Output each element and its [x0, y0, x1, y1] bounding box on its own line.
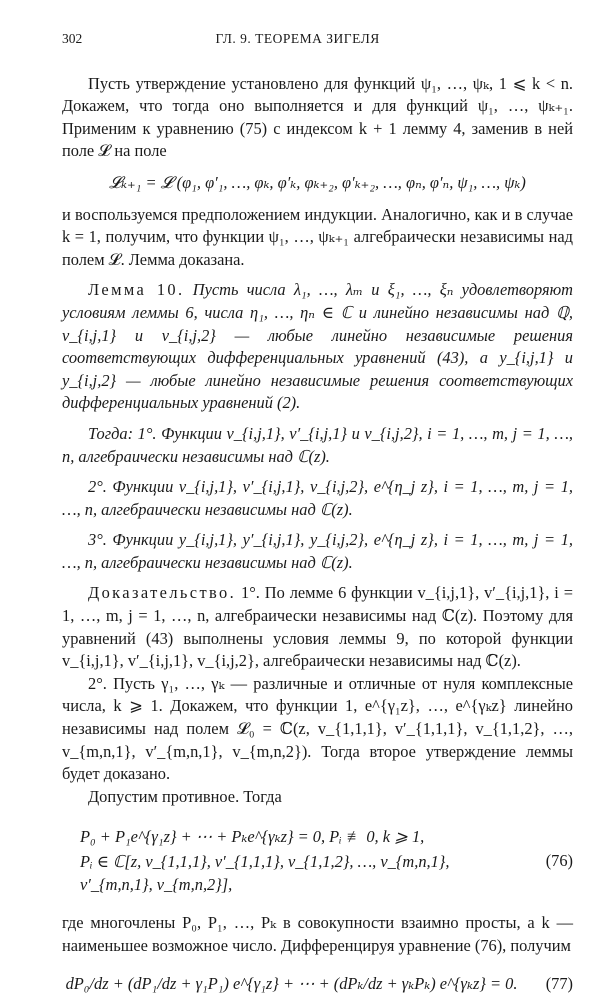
- paragraph-polynomials: где многочлены P₀, P₁, …, Pₖ в совокупности взаимно просты, а k — наименьшее возможное число. Дифференцируя уравнение (76), получим: [62, 913, 573, 955]
- proof-part-2: 2°. Пусть γ₁, …, γₖ — различные и отличные от нуля комплексные числа, k ⩾ 1. Докажем, что функции 1, e^{γ₁z}, …, e^{γₖz} линейно независимы над полем 𝓛₀ = ℂ(z, v_{1,1,1}, v′_{1,1,1}, v_{1,1,2}, …, v_{m,n,1}, v′_{m,n,1}, v_{m,n,2}). Тогда второе утверждение леммы будет доказано.: [62, 673, 573, 784]
- proof-text: 1°. По лемме 6 функции v_{i,j,1}, v′_{i,j,1}, i = 1, …, m, j = 1, …, n, алгебраически независимы над ℂ(z). Поэтому для уравнений (43) выполнены условия леммы 9, по которой функции v_{i,j,1}, v′_{i,j,1}, v_{i,j,2}, алгебраически независимы над ℂ(z).: [62, 583, 573, 671]
- running-header: [62, 28, 573, 51]
- equation-77-number: (77): [545, 974, 573, 994]
- equation-76-line-2: Pᵢ ∈ ℂ[z, v_{1,1,1}, v′_{1,1,1}, v_{1,1,2}, …, v_{m,n,1}, v′_{m,n,1}, v_{m,n,2}],: [80, 852, 450, 894]
- equation-76-line-1: P₀ + P₁e^{γ₁z} + ⋯ + Pₖe^{γₖz} = 0, Pᵢ ≢ 0, k ⩾ 1,: [80, 827, 425, 847]
- lemma-item-1: Тогда: 1°. Функции v_{i,j,1}, v′_{i,j,1} и v_{i,j,2}, i = 1, …, m, j = 1, …, n, алгебраически независимы над ℂ(z).: [62, 423, 573, 466]
- proof-label: Доказательство.: [88, 583, 237, 603]
- lemma-label: Лемма 10.: [88, 280, 185, 300]
- paragraph-induction-step: Пусть утверждение установлено для функций ψ₁, …, ψₖ, 1 ⩽ k < n. Докажем, что тогда оно выполняется и для функций ψ₁, …, ψₖ₊₁. Применим к уравнению (75) с индексом k + 1 лемму 4, заменив в ней поле 𝓛 на поле: [62, 73, 573, 161]
- lemma-text: Пусть числа λ₁, …, λₘ и ξ₁, …, ξₙ удовлетворяют условиям леммы 6, числа η₁, …, ηₙ ∈ ℂ и линейно независимы над ℚ, v_{i,j,1} и v_{i,j,2} — любые линейно независимые решения соответствующих дифференциальных уравнений (43), а y_{i,j,1} и y_{i,j,2} — любые линейно независимые решения соответствующих дифференциальных уравнений (2).: [62, 280, 573, 413]
- equation-77-body: dP₀/dz + (dP₁/dz + γ₁P₁) e^{γ₁z} + ⋯ + (dPₖ/dz + γₖPₖ) e^{γₖz} = 0.: [65, 974, 518, 994]
- equation-77: [62, 973, 573, 996]
- proof-part-1: [62, 582, 573, 672]
- display-field-definition: 𝓛ₖ₊₁ = 𝓛 (φ₁, φ′₁, …, φₖ, φ′ₖ, φₖ₊₂, φ′ₖ₊₂, …, φₙ, φ′ₙ, ψ₁, …, ψₖ): [109, 172, 526, 192]
- lemma-10-statement: [62, 279, 573, 415]
- lemma-item-3: 3°. Функции y_{i,j,1}, y′_{i,j,1}, y_{i,j,2}, e^{η_j z}, i = 1, …, m, j = 1, …, n, алгебраически независимы над ℂ(z).: [62, 530, 573, 572]
- running-title: ГЛ. 9. ТЕОРЕМА ЗИГЕЛЯ: [215, 31, 380, 46]
- equation-76-number: (76): [545, 851, 573, 870]
- page-number: 302: [62, 31, 83, 46]
- equation-76: [80, 824, 573, 898]
- lemma-item-2: 2°. Функции v_{i,j,1}, v′_{i,j,1}, v_{i,j,2}, e^{η_j z}, i = 1, …, m, j = 1, …, n, алгебраически независимы над ℂ(z).: [62, 477, 573, 519]
- paragraph-assume-contrary: Допустим противное. Тогда: [88, 786, 282, 806]
- paragraph-lemma-conclusion: и воспользуемся предположением индукции. Аналогично, как и в случае k = 1, получим, что функции ψ₁, …, ψₖ₊₁ алгебраически независимы над полем 𝓛. Лемма доказана.: [62, 204, 573, 269]
